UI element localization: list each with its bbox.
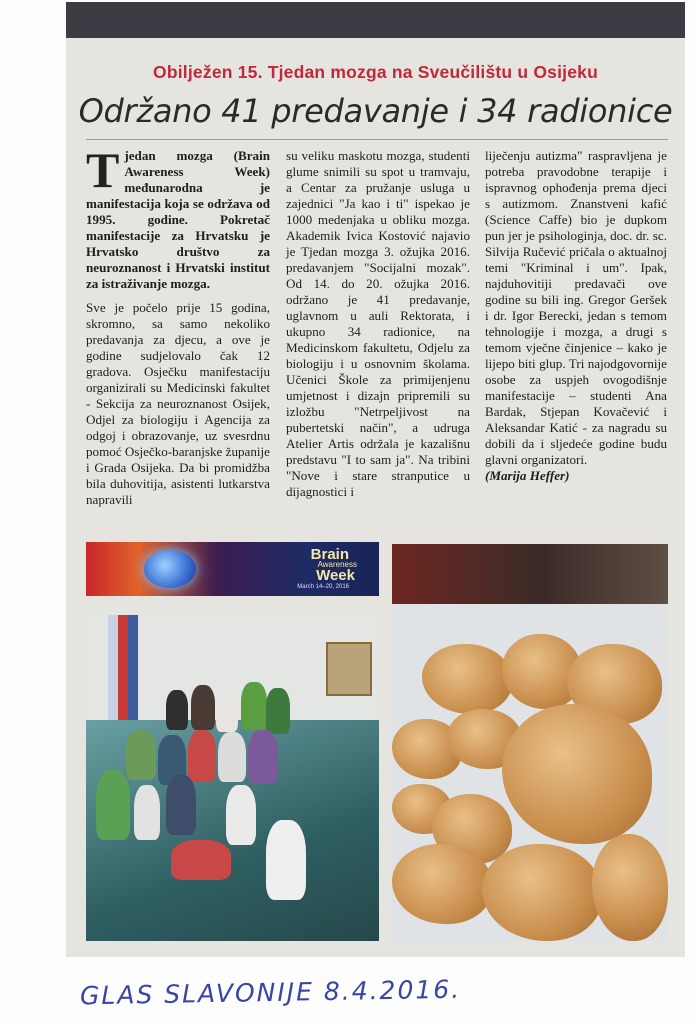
column-1-text: Sve je počelo prije 15 godina, skromno, sa samo nekoliko predavanja za djecu, a ove je godine sudjelovalo čak 12 gradova. Osječku manifestaciju organizirali su Medicinski fakultet - Sekcija za neuroznanost Osijek, Odjel za biologiju i Agencija za odgoj i obrazovanje, uz svesrdnu pomoć Osječko-baranjske županije i Grada Osijeka. Da bi promidžba bila duhovitija, asistenti lutkarstva napravili xyxy=(86,300,270,507)
banner-title-brain: Brain xyxy=(310,546,349,563)
handwritten-source-note: GLAS SLAVONIJE 8.4.2016. xyxy=(79,974,462,1011)
author-byline: (Marija Heffer) xyxy=(485,468,570,483)
drop-cap: T xyxy=(86,142,120,198)
group-photo-children xyxy=(86,610,379,941)
article-headline: Održano 41 predavanje i 34 radionice xyxy=(78,92,673,130)
child-figure xyxy=(248,730,278,784)
column-3-text: liječenju autizma" raspravljena je potreba pravodobne terapije i ispravnog ophođenja prema djeci s autizmom. Znanstveni kafić (Science Caffe) bio je dupkom pun jer je psihologinja, doc. dr. sc. Silvija Ručević pričala o aktualnoj temi "Kriminal i um". Ipak, najduhovitiji predavači ove godine su bili ing. Gregor Geršek i dr. Igor Berecki, jedan s temom tehnologije i mozga, a drugi s temom vječne činjenice – kako je lijepo biti glup. Tri najodgovornije osobe za uspjeh ovogodišnje manifestacije – studenti Ana Bardak, Stjepan Kovačević i Aleksandar Katić - za nagradu su dobili da i sljedeće godine budu glavni organizatori. xyxy=(485,148,667,467)
child-figure xyxy=(188,730,216,782)
banner-title-week: Week xyxy=(316,567,355,584)
article-kicker: Obilježen 15. Tjedan mozga na Sveučilištu u Osijeku xyxy=(153,62,598,82)
brain-graphic-icon xyxy=(144,550,196,588)
child-figure xyxy=(216,690,238,732)
child-figure xyxy=(226,785,256,845)
child-figure xyxy=(166,775,196,835)
column-2-text: su veliku maskotu mozga, studenti glume snimili su spot u tramvaju, a Centar za pružanje usluga u zajednici "Ja kao i ti" ispekao je 1000 medenjaka u obliku mozga. Akademik Ivica Kostović najavio je Tjedan mozga 3. ožujka 2016. predavanjem "Socijalni mozak". Od 14. do 20. ožujka 2016. održano je 41 predavanje, uglavnom u auli Rektorata, i ukupno 34 radionice, na Medicinskom fakultetu, Odjelu za biologiju i u osnovnim školama. Učenici Škole za primijenjenu umjetnost i dizajn pripremili su izložbu "Netrpeljivost na pubertetski način", a udruga Atelier Artis održala je kazališnu predstavu "I to sam ja". Na tribini "Nove i stare stranputice u dijagnostici i xyxy=(286,148,470,499)
child-figure xyxy=(266,820,306,900)
article-column-1 xyxy=(86,142,270,516)
child-figure xyxy=(171,840,231,880)
children-group xyxy=(96,690,336,920)
child-figure xyxy=(266,688,290,734)
child-figure xyxy=(241,682,267,730)
headline-divider xyxy=(86,139,668,140)
child-figure xyxy=(134,785,160,840)
wall-picture-frame xyxy=(326,642,372,696)
article-column-2 xyxy=(286,148,470,508)
child-figure xyxy=(191,685,215,730)
banner-dates: March 14–20, 2016 xyxy=(297,584,349,590)
banner-title-awareness: Awareness xyxy=(317,560,357,569)
brain-awareness-week-banner xyxy=(86,542,379,596)
child-figure xyxy=(96,770,130,840)
lead-text: jedan mozga (Brain Awareness Week) međunarodna je manifestacija koja se održava od 1995. godine. Pokretač manifestacije za Hrvatsku je Hrvatsko društvo za neuroznanost i Hrvatski institut za istraživanje mozga. xyxy=(86,148,270,291)
brain-cookie xyxy=(592,834,668,941)
article-column-3 xyxy=(485,148,667,484)
brain-cookies-photo xyxy=(392,544,668,941)
child-figure xyxy=(218,732,246,782)
child-figure xyxy=(166,690,188,730)
page-header-bar xyxy=(66,2,685,38)
child-figure xyxy=(126,730,156,780)
article-lead xyxy=(86,142,270,292)
